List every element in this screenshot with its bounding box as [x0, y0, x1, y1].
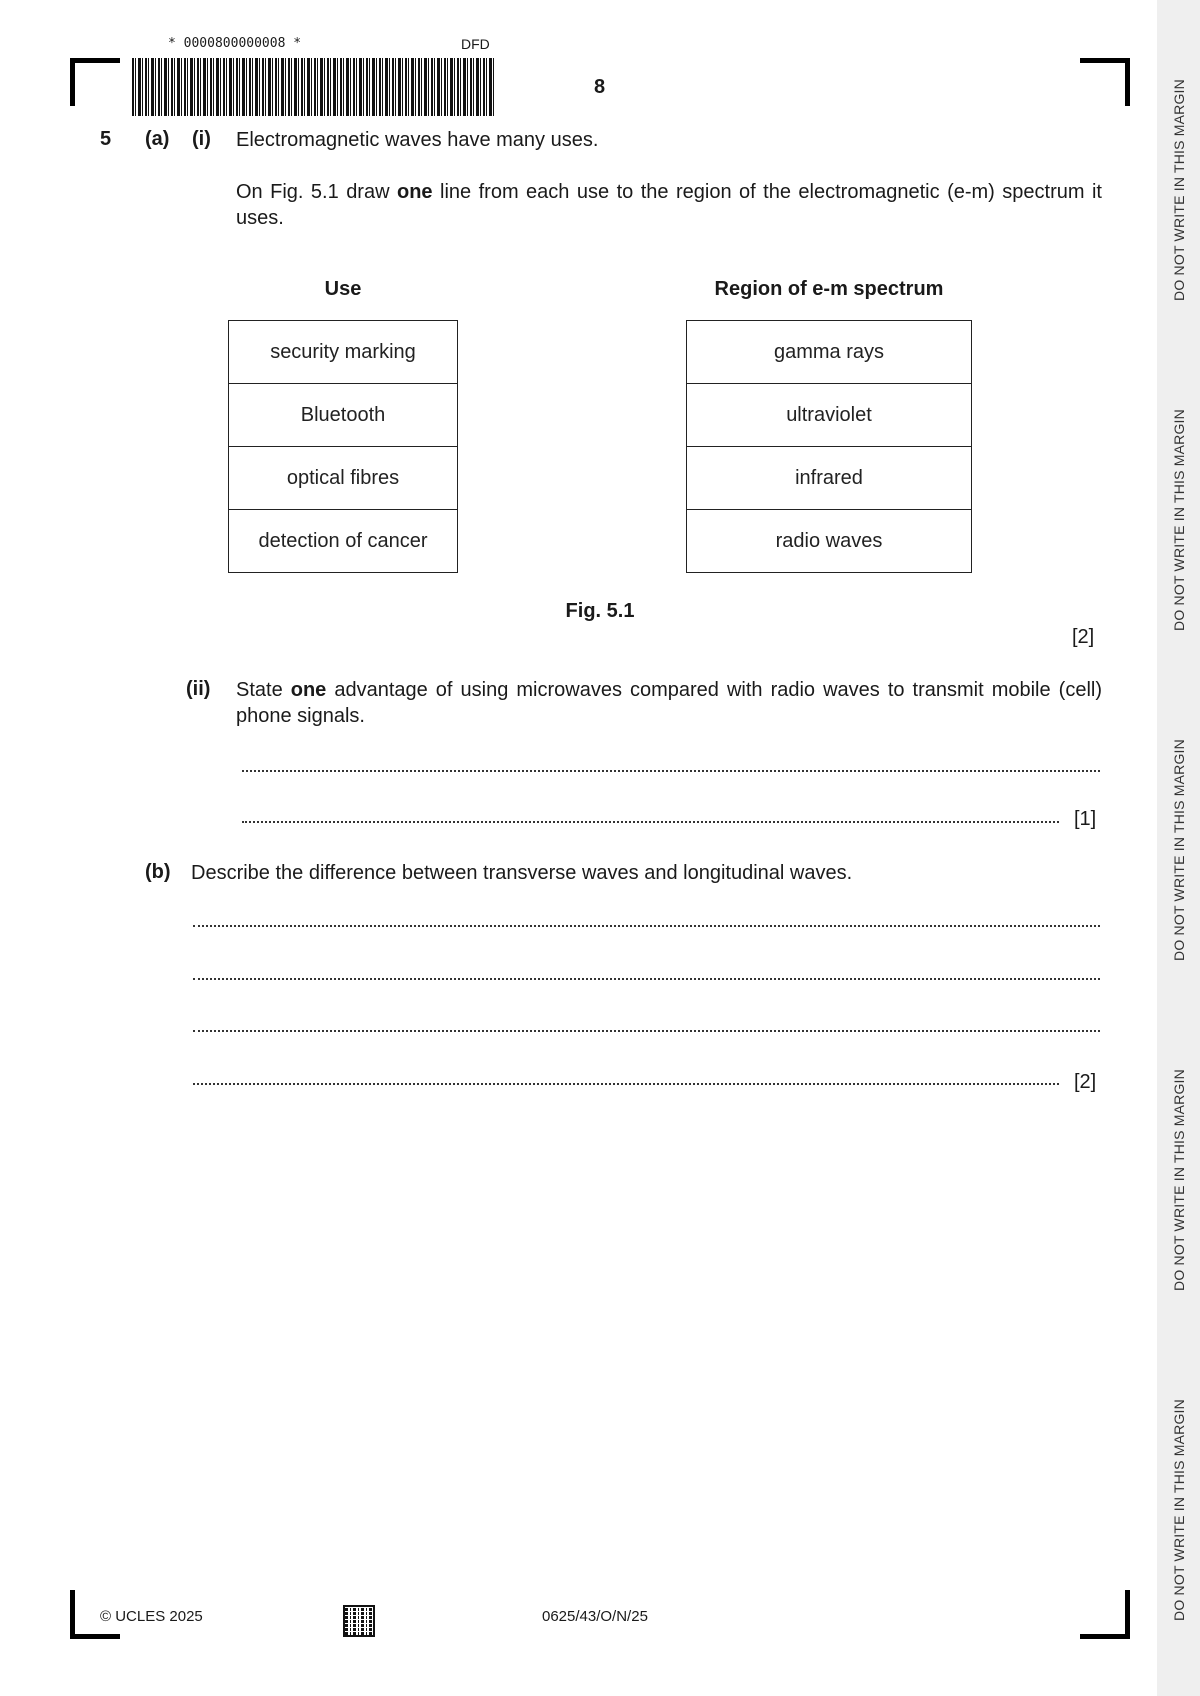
use-box[interactable] — [228, 383, 458, 447]
marks-b: [2] — [1074, 1071, 1097, 1093]
answer-line[interactable] — [242, 821, 1059, 823]
region-label: radio waves — [775, 529, 883, 552]
use-label: security marking — [270, 340, 416, 363]
region-label: infrared — [795, 466, 863, 489]
page-number: 8 — [594, 76, 606, 98]
corner-mark-top-left — [70, 58, 120, 63]
region-label: gamma rays — [773, 340, 885, 363]
answer-line[interactable] — [193, 925, 1100, 927]
sub-ii-bold: one — [290, 679, 327, 701]
question-number: 5 — [100, 128, 112, 150]
part-a-label: (a) — [145, 128, 170, 150]
region-box[interactable] — [686, 320, 972, 384]
sub-ii-post: advantage of using microwaves compared with radio waves to transmit mobile (cell) phone signals. — [236, 679, 1102, 727]
region-box[interactable] — [686, 446, 972, 510]
qr-code — [343, 1605, 375, 1637]
intro-text: Electromagnetic waves have many uses. — [236, 129, 599, 151]
instruction-pre: On Fig. 5.1 draw — [236, 181, 397, 203]
corner-mark-top-right — [1080, 58, 1130, 63]
answer-line[interactable] — [193, 1030, 1100, 1032]
marks-a-i: [2] — [1072, 626, 1095, 648]
region-box[interactable] — [686, 509, 972, 573]
use-box[interactable] — [228, 446, 458, 510]
use-box[interactable] — [228, 509, 458, 573]
use-label: detection of cancer — [258, 529, 428, 552]
instruction-bold: one — [397, 181, 433, 203]
part-b-text: Describe the difference between transverse waves and longitudinal waves. — [191, 862, 853, 884]
figure-right-heading: Region of e-m spectrum — [714, 278, 944, 300]
answer-line[interactable] — [242, 770, 1100, 772]
figure-caption: Fig. 5.1 — [565, 600, 635, 622]
corner-mark-bottom-left — [70, 1634, 120, 1639]
corner-mark-bottom-right — [1125, 1590, 1130, 1639]
answer-line[interactable] — [193, 978, 1100, 980]
region-box[interactable] — [686, 383, 972, 447]
sub-ii-label: (ii) — [186, 678, 211, 700]
barcode-text: * 0000800000008 * — [168, 36, 302, 51]
sub-ii-text — [236, 677, 1102, 729]
corner-mark-top-left — [70, 58, 75, 106]
copyright: © UCLES 2025 — [100, 1608, 203, 1625]
part-b-label: (b) — [145, 861, 171, 883]
use-label: optical fibres — [286, 466, 400, 489]
figure-left-heading: Use — [324, 278, 362, 300]
use-label: Bluetooth — [300, 403, 386, 426]
header-code: DFD — [461, 36, 490, 52]
corner-mark-top-right — [1125, 58, 1130, 106]
use-box[interactable] — [228, 320, 458, 384]
instruction-post: line from each use to the region of the electromagnetic (e-m) spectrum it uses. — [236, 181, 1102, 229]
barcode — [132, 58, 496, 116]
corner-mark-bottom-right — [1080, 1634, 1130, 1639]
sub-ii-pre: State — [236, 679, 291, 701]
sub-i-label: (i) — [192, 128, 211, 150]
footer-code: 0625/43/O/N/25 — [542, 1608, 648, 1625]
corner-mark-bottom-left — [70, 1590, 75, 1639]
answer-line[interactable] — [193, 1083, 1059, 1085]
instruction-text — [236, 179, 1102, 231]
marks-a-ii: [1] — [1074, 808, 1097, 830]
region-label: ultraviolet — [786, 403, 872, 426]
